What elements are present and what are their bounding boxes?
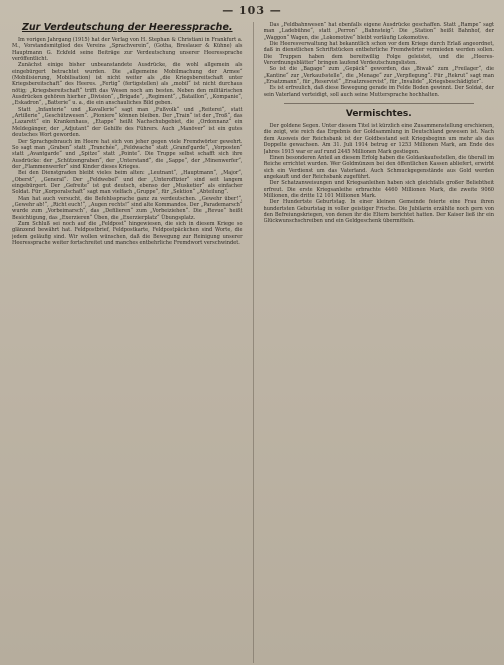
article-title-heeressprache: Zur Verdeutschung der Heeressprache. xyxy=(21,22,233,33)
paragraph: Der goldene Segen. Unter diesem Titel ist kürzlich eine Zusammenstellung erschienen, die zeigt, wie reich das Ergebnis der Goldsammlung in Deutschland gewesen ist. Nach dem Ausweis der Reichsbank ist der Goldbestand seit Kriegsbeginn um mehr als das Doppelte gewachsen. Am 31. Juli 1914 betrug er 1253 Millionen Mark, am Ende des Jahres 1915 war er auf rund 2445 Millionen Mark gestiegen. xyxy=(263,123,494,155)
paragraph: Statt „Infanterie“ und „Kavallerie“ sagt man „Fußvolk“ und „Reiterei“, statt „Artillerie“ „Geschützwesen“. „Pioniere“ können bleiben. Der „Train“ ist der „Troß“, das „Lazarett“ ein Krankenhaus, „Etappe“ heißt Nachschubgebiet, die „Ordonnanz“ ein Meldegänger, der „Adjutant“ der Gehilfe des Führers. Auch „Manöver“ ist ein gutes deutsches Wort geworden. xyxy=(12,106,243,139)
article-body-continued xyxy=(264,22,495,98)
paragraph: Einen besonderen Anteil an diesem Erfolg haben die Goldankaufsstellen, die überall im Reiche errichtet wurden. Wer Goldmünzen bei den öffentlichen Kassen abliefert, erwirbt sich ein Verdienst um das Vaterland. Auch Schmuckgegenstände aus Gold werden angekauft und der Reichsbank zugeführt. xyxy=(263,154,494,180)
section-title-vermischtes: Vermischtes. xyxy=(345,109,412,120)
paragraph: Es ist erfreulich, daß diese Bewegung gerade im Felde Boden gewinnt. Der Soldat, der sein Vaterland verteidigt, soll auch seine Muttersprache hochhalten. xyxy=(263,85,494,98)
paragraph: Das „Feldbahnwesen“ hat ebenfalls eigene Ausdrücke geschaffen. Statt „Rampe“ sagt man „Ladebühne“, statt „Perron“ „Bahnsteig“. Die „Station“ heißt Bahnhof, der „Waggon“ Wagen, die „Lokomotive“ bleibt vorläufig Lokomotive. xyxy=(263,22,494,41)
columns xyxy=(12,22,494,663)
paragraph: Die Heeresverwaltung hat bekanntlich schon vor dem Kriege durch Erlaß angeordnet, daß in dienstlichen Schriftstücken entbehrliche Fremdwörter vermieden werden sollen. Die Truppen haben dem bereitwillig Folge geleistet, und die „Heeres-Verordnungsblätter“ bringen laufend Verdeutschungslisten. xyxy=(263,41,494,67)
paragraph: Der Sprachgebrauch im Heere hat sich von jeher gegen viele Fremdwörter gewehrt. So sagt man „Graben“ statt „Tranchée“, „Feldwache“ statt „Grand'garde“, „Vorposten“ statt „Avantgarde“ und „Spitze“ statt „Pointe“. Die Truppe selbst schafft sich ihre Ausdrücke: der „Schützengraben“, der „Unterstand“, die „Sappe“, der „Minenwerfer“, der „Flammenwerfer“ sind Kinder dieses Krieges. xyxy=(12,138,243,170)
paragraph: Im vorigen Jahrgang (1915) hat der Verlag von H. Stephan & Christiani in Frankfurt a. M., Vorstandsmitglied des Vereins „Sprachverein“, (Gotha, Breslauer & Kühne) als Hauptmann G. Eckfeld seine Beiträge zur Verdeutschung unserer Heeressprache veröffentlicht. xyxy=(12,37,243,63)
paragraph: Man hat auch versucht, die Befehlssprache ganz zu verdeutschen. „Gewehr über!“, „Gewehr ab!“, „Richt euch!“, „Augen rechts!“ sind alte Kommandos. Der „Parademarsch“ wurde zum „Vorbeimarsch“, das „Defilieren“ zum „Vorbeiziehen“. Die „Revue“ heißt Besichtigung, das „Exerzieren“ Üben, die „Exerzierplatz“ Übungsplatz. xyxy=(12,195,243,221)
paragraph: So ist die „Bagage“ zum „Gepäck“ geworden, das „Biwak“ zum „Freilager“, die „Kantine“ zur „Verkaufsstelle“, die „Menage“ zur „Verpflegung“. Für „Rekrut“ sagt man „Ersatzmann“, für „Reservist“ „Ersatzreservist“, für „Invalide“ „Kriegsbeschädigter“. xyxy=(263,66,494,86)
article-body-heeressprache xyxy=(12,37,243,246)
paragraph: Bei den Dienstgraden bleibt vieles beim alten: „Leutnant“, „Hauptmann“, „Major“, „Oberst“, „General“. Der „Feldwebel“ und der „Unteroffizier“ sind seit langem eingebürgert. Der „Gefreite“ ist gut deutsch, ebenso der „Musketier“ als einfacher Soldat. Für „Korporalschaft“ sagt man vielfach „Gruppe“, für „Sektion“ „Abteilung“. xyxy=(12,170,243,196)
article-body-vermischtes xyxy=(264,123,495,225)
paragraph: Der Schatzanweisungen und Kriegsanleihen haben sich gleichfalls großer Beliebtheit erfreut. Die erste Kriegsanleihe erbrachte 4460 Millionen Mark, die zweite 9060 Millionen, die dritte 12 101 Millionen Mark. xyxy=(263,180,494,199)
column-divider xyxy=(253,22,254,663)
left-column xyxy=(12,22,243,663)
paragraph: Zum Schluß sei noch auf die „Feldpost“ hingewiesen, die sich in diesem Kriege so glänzend bewährt hat. Feldpostbrief, Feldpostkarte, Feldpostpäckchen sind Worte, die jedem geläufig sind. Wir wollen wünschen, daß die Bewegung zur Reinigung unserer Heeressprache weiter fortschreitet und manches entbehrliche Fremdwort verschwindet. xyxy=(12,220,243,246)
paragraph: Zunächst einige bisher unbeanstandete Ausdrücke, die wohl allgemein als eingebürgert betrachtet wurden. Die „allgemeine Mobilmachung der Armee“ (Mobilisierung, Mobilisation) ist nicht weiter als „die Kriegsbereitschaft unter Kriegsbereitschaft“ des Heeres. „Fertig“ (fertigstellen) als „mobil“ ist nicht durchaus nötig; „Kriegsbereitschaft“ trifft das Wesen noch am besten. Neben den militärischen Ausdrücken gehören hierher „Division“, „Brigade“, „Regiment“, „Bataillon“, „Kompanie“, „Eskadron“, „Batterie“ u. a., die ein anschauliches Bild geben. xyxy=(12,62,243,107)
section-rule xyxy=(284,103,475,104)
right-column xyxy=(264,22,495,663)
paragraph: Der Hundertste Geburtstag. In einer kleinen Gemeinde feierte eine Frau ihren hundertsten Geburtstag in voller geistiger Frische. Die Jubilarin erzählte noch gern von den Befreiungskriegen, von denen ihr die Eltern berichtet hatten. Der Kaiser ließ ihr ein Glückwunschschreiben und ein Geldgeschenk übermitteln. xyxy=(263,199,494,225)
page-number: — 103 — xyxy=(222,4,282,17)
